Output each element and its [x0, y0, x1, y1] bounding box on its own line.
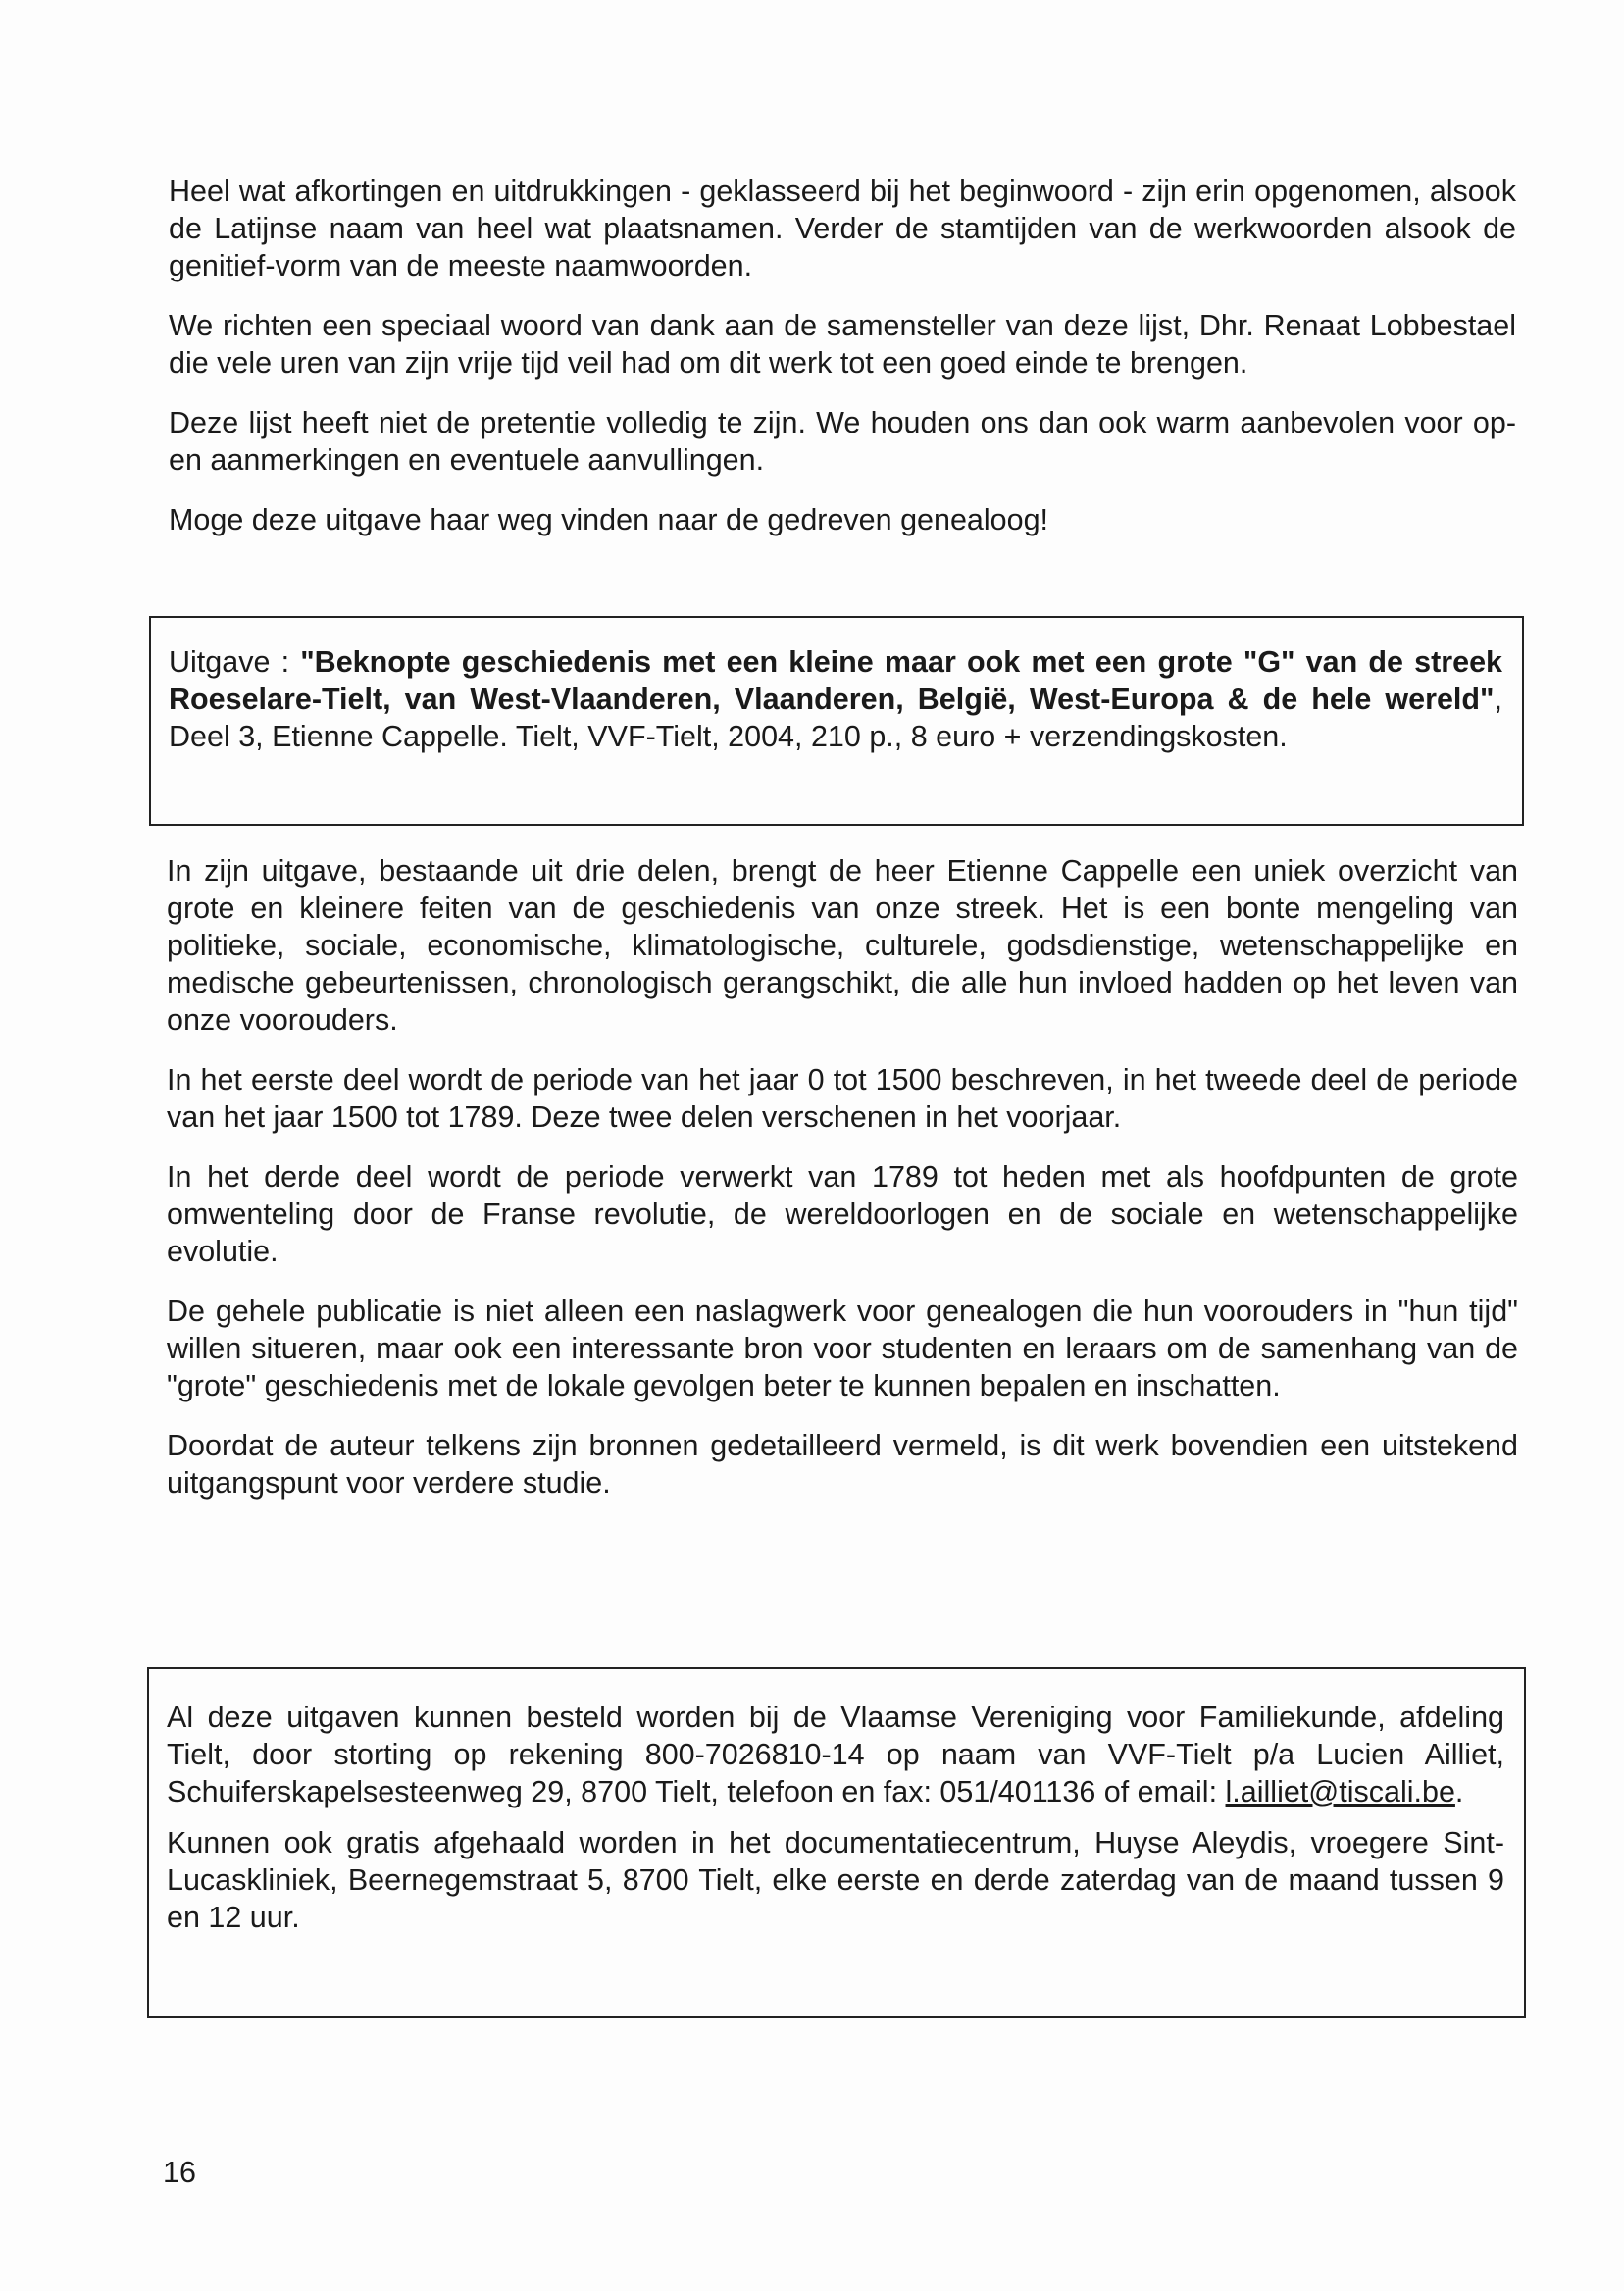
intro-paragraph-closing: Moge deze uitgave haar weg vinden naar de gedreven genealoog!	[169, 503, 1049, 536]
intro-paragraph-thanks: We richten een speciaal woord van dank aan de samensteller van deze lijst, Dhr. Renaat Lobbestael die vele uren van zijn vrije tijd veil had om dit werk tot een goed einde te brengen.	[169, 309, 1516, 380]
review-paragraph-third-part: In het derde deel wordt de periode verwerkt van 1789 tot heden met als hoofdpunten de grote omwenteling door de Franse revolutie, de wereldoorlogen en de sociale en wetenschappelijke evolutie.	[167, 1160, 1518, 1268]
publication-label: Uitgave :	[169, 645, 301, 679]
intro-paragraph-disclaimer: Deze lijst heeft niet de pretentie volledig te zijn. We houden ons dan ook warm aanbevolen voor op- en aanmerkingen en eventuele aanvullingen.	[169, 406, 1516, 477]
intro-section	[169, 173, 1516, 561]
email-link[interactable]: l.ailliet@tiscali.be	[1225, 1775, 1455, 1808]
page-number: 16	[163, 2156, 196, 2189]
review-paragraph-sources: Doordat de auteur telkens zijn bronnen gedetailleerd vermeld, is dit werk bovendien een uitstekend uitgangspunt voor verdere studie.	[167, 1429, 1518, 1500]
order-text: Al deze uitgaven kunnen besteld worden bij de Vlaamse Vereniging voor Familiekunde, afdeling Tielt, door storting op rekening 800-7026810-14 op naam van VVF-Tielt p/a Lucien Ailliet, Schuiferskapelsesteenweg 29, 8700 Tielt, telefoon en fax: 051/401136 of email:	[167, 1701, 1504, 1808]
order-info-box	[147, 1667, 1526, 2018]
review-section	[167, 852, 1518, 1524]
review-paragraph-value: De gehele publicatie is niet alleen een naslagwerk voor genealogen die hun voorouders in "hun tijd" willen situeren, maar ook een interessante bron voor studenten en leraars om de samenhang van de "grote" geschiedenis met de lokale gevolgen beter te kunnen bepalen en inschatten.	[167, 1295, 1518, 1402]
publication-title: "Beknopte geschiedenis met een kleine maar ook met een grote "G" van de streek Roeselare-Tielt, van West-Vlaanderen, Vlaanderen, België, West-Europa & de hele wereld"	[169, 645, 1502, 716]
pickup-paragraph: Kunnen ook gratis afgehaald worden in het documentatiecentrum, Huyse Aleydis, vroegere Sint-Lucaskliniek, Beernegemstraat 5, 8700 Tielt, elke eerste en derde zaterdag van de maand tussen 9 en 12 uur.	[167, 1826, 1504, 1934]
order-paragraph	[167, 1699, 1504, 1810]
review-paragraph-overview: In zijn uitgave, bestaande uit drie delen, brengt de heer Etienne Cappelle een uniek overzicht van grote en kleinere feiten van de geschiedenis van onze streek. Het is een bonte mengeling van politieke, sociale, economische, klimatologische, culturele, godsdienstige, wetenschappelijke en medische gebeurtenissen, chronologisch gerangschikt, die alle hun invloed hadden op het leven van onze voorouders.	[167, 854, 1518, 1037]
publication-details: , Deel 3, Etienne Cappelle. Tielt, VVF-Tielt, 2004, 210 p., 8 euro + verzendingskosten.	[169, 683, 1502, 753]
intro-paragraph-abbreviations: Heel wat afkortingen en uitdrukkingen - geklasseerd bij het beginwoord - zijn erin opgenomen, alsook de Latijnse naam van heel wat plaatsnamen. Verder de stamtijden van de werkwoorden alsook de genitief-vorm van de meeste naamwoorden.	[169, 175, 1516, 282]
publication-info-box	[149, 616, 1524, 826]
review-paragraph-parts: In het eerste deel wordt de periode van het jaar 0 tot 1500 beschreven, in het tweede deel de periode van het jaar 1500 tot 1789. Deze twee delen verschenen in het voorjaar.	[167, 1063, 1518, 1134]
publication-citation	[169, 643, 1502, 755]
order-suffix: .	[1454, 1775, 1464, 1808]
